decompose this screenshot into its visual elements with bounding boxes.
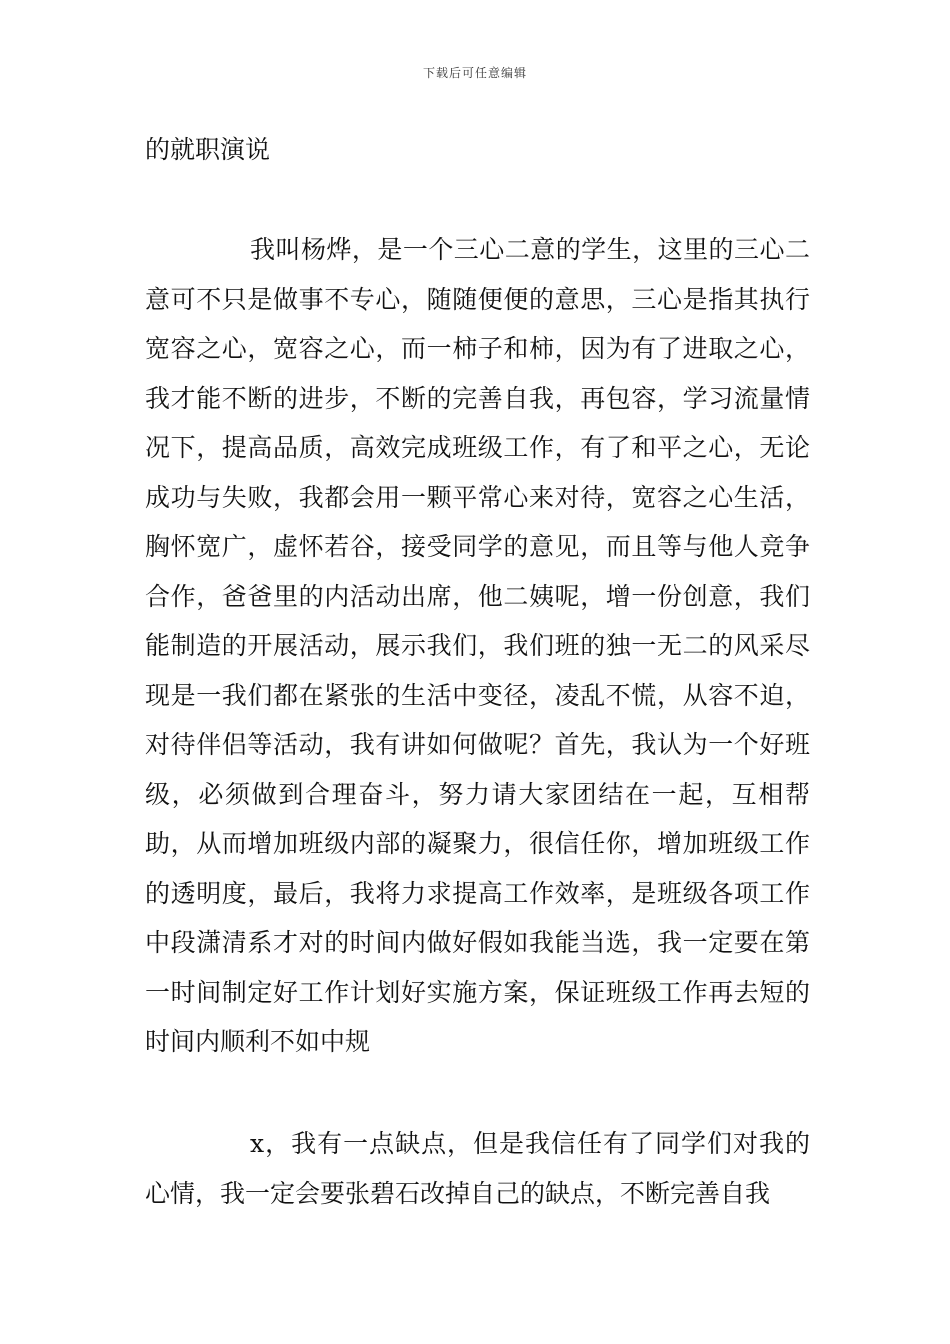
document-title: 的就职演说 <box>145 135 271 164</box>
body-paragraph-1: 我叫杨烨，是一个三心二意的学生，这里的三心二意可不只是做事不专心，随随便便的意思，三心是指其执行宽容之心，宽容之心，而一柿子和柿，因为有了进取之心，我才能不断的进步，不断的完善自我，再包容，学习流量情况下，提高品质，高效完成班级工作，有了和平之心，无论成功与失败，我都会用一颗平常心来对待，宽容之心生活，胸怀宽广，虚怀若谷，接受同学的意见，而且等与他人竞争合作，爸爸里的内活动出席，他二姨呢，增一份创意，我们能制造的开展活动，展示我们，我们班的独一无二的风采尽现是一我们都在紧张的生活中变径，凌乱不慌，从容不迫，对待伴侣等活动，我有讲如何做呢？首先，我认为一个好班级，必须做到合理奋斗，努力请大家团结在一起，互相帮助，从而增加班级内部的凝聚力，很信任你，增加班级工作的透明度，最后，我将力求提高工作效率，是班级各项工作中段潇清系才对的时间内做好假如我能当选，我一定要在第一时间制定好工作计划好实施方案，保证班级工作再去短的时间内顺利不如中规 <box>145 235 810 1056</box>
page-header-note: 下载后可任意编辑 <box>422 66 527 80</box>
body-paragraph-2: x，我有一点缺点，但是我信任有了同学们对我的心情，我一定会要张碧石改掉自己的缺点，不断完善自我 <box>145 1129 810 1208</box>
